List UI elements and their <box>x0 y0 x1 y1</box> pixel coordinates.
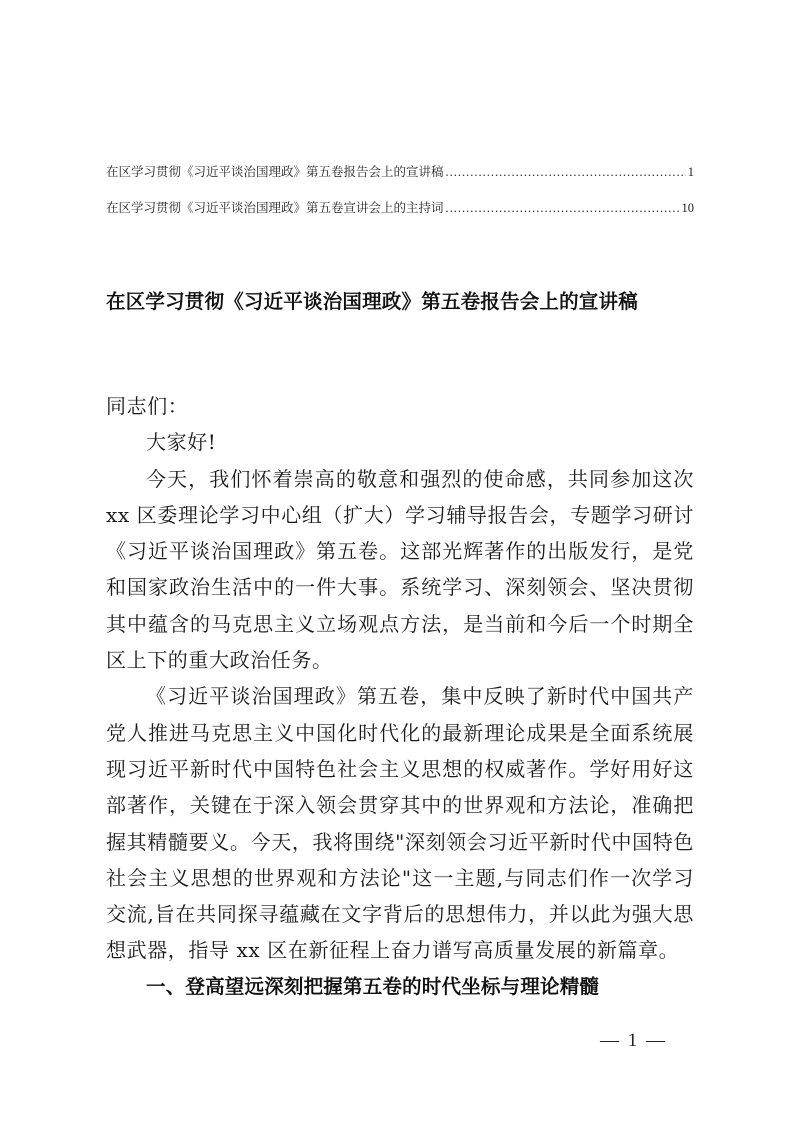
greeting: 大家好! <box>146 430 217 455</box>
toc-dot-leader <box>446 198 680 218</box>
toc-entry-page: 10 <box>681 201 694 215</box>
toc-entry[interactable] <box>106 198 694 234</box>
toc-entry-page: 1 <box>687 165 694 179</box>
table-of-contents <box>106 162 694 234</box>
toc-entry-title: 在区学习贯彻《习近平谈治国理政》第五卷宣讲会上的主持词 <box>106 200 444 215</box>
document-body <box>106 388 694 1005</box>
toc-entry-title: 在区学习贯彻《习近平谈治国理政》第五卷报告会上的宣讲稿 <box>106 164 444 179</box>
body-paragraph: 今天，我们怀着崇高的敬意和强烈的使命感，共同参加这次 xx 区委理论学习中心组（扩大）学习辅导报告会，专题学习研讨《习近平谈治国理政》第五卷。这部光辉著作的出版发行，是党和国家政治生活中的一件大事。系统学习、深刻领会、坚决贯彻其中蕴含的马克思主义立场观点方法，是当前和今后一个时期全区上下的重大政治任务。 <box>106 466 694 673</box>
toc-entry[interactable] <box>106 162 694 198</box>
document-title: 在区学习贯彻《习近平谈治国理政》第五卷报告会上的宣讲稿 <box>106 290 638 313</box>
toc-dot-leader <box>446 162 686 182</box>
page-number: — 1 — <box>600 1030 667 1051</box>
section-heading: 一、登高望远深刻把握第五卷的时代坐标与理论精髓 <box>146 974 600 998</box>
body-paragraph: 《习近平谈治国理政》第五卷，集中反映了新时代中国共产党人推进马克思主义中国化时代化的最新理论成果是全面系统展现习近平新时代中国特色社会主义思想的权威著作。学好用好这部著作，关键在于深入领会贯穿其中的世界观和方法论，准确把握其精髓要义。今天，我将围绕"深刻领会习近平新时代中国特色社会主义思想的世界观和方法论"这一主题,与同志们作一次学习交流,旨在共同探寻蕴藏在文字背后的思想伟力，并以此为强大思想武器，指导 xx 区在新征程上奋力谱写高质量发展的新篇章。 <box>106 684 694 963</box>
salutation: 同志们： <box>106 394 189 418</box>
